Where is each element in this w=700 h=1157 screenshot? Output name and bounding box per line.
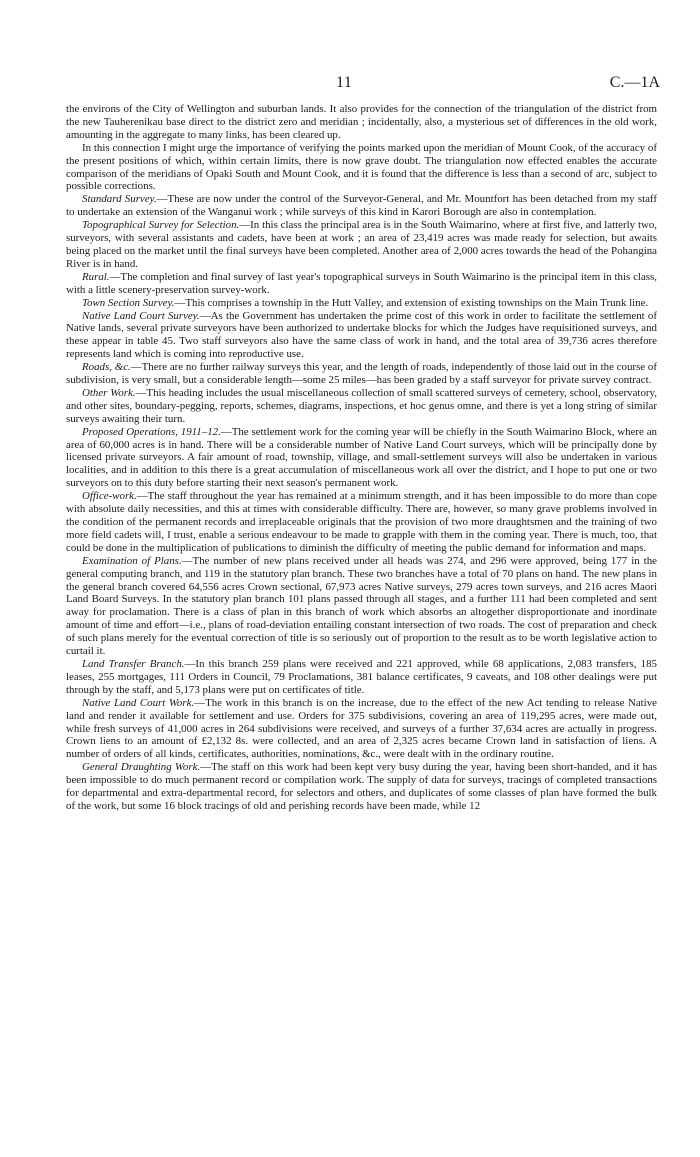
paragraph: the environs of the City of Wellington and suburban lands. It also provides for the connection of the triangulation of the district from the new Tauherenikau base direct to the district zero and meridian ; incidentally, also, a mysterious set of differences in the old work, amounting in the aggregate to many links, has been cleared up. — [66, 103, 657, 141]
paragraph: Native Land Court Work.—The work in this branch is on the increase, due to the effect of the new Act tending to release Native land and render it available for settlement and use. Orders for 375 subdivisions, covering an area of 119,295 acres, were made out, while fresh surveys of 41,000 acres in 264 subdivisions were received, and surveys of a further 37,634 acres are actually in progress. Crown liens to an amount of £2,132 8s. were collected, and an area of 2,325 acres became Crown land in satisfaction of liens. A number of orders of all kinds, certificates, authorities, nominations, &c., were dealt with in the ordinary routine. — [66, 696, 657, 761]
paragraph: Other Work.—This heading includes the usual miscellaneous collection of small scattered surveys of cemetery, school, observatory, and other sites, boundary-pegging, reports, schemes, diagrams, inspections, et hoc genus omne, and there is yet a long string of similar surveys awaiting their turn. — [66, 386, 657, 425]
paragraph-heading: Native Land Court Survey. — [82, 309, 200, 322]
page-header — [0, 74, 700, 94]
paragraph: Office-work.—The staff throughout the year has remained at a minimum strength, and it has been impossible to do more than cope with absolute daily necessities, and this at times with considerable difficulty. There are, however, so many grave problems involved in the condition of the permanent records and irreplaceable originals that the provision of two more draughtsmen and the training of two more field cadets will, I trust, enable a serious endeavour to be made to grapple with them in the coming year. There is much, too, that could be done in the multiplication of publications to diminish the difficulty of meeting the public demand for information and maps. — [66, 490, 657, 554]
paragraph-heading: Land Transfer Branch. — [82, 657, 185, 670]
paragraph-heading: Native Land Court Work. — [82, 696, 195, 709]
paragraph: In this connection I might urge the importance of verifying the points marked upon the meridian of Mount Cook, of the accuracy of the present positions of which, within certain limits, there is now grave doubt. The triangulation now effected enables the accurate comparison of the meridians of Opaki South and Mount Cook, and it is found that the difference is less than a second of arc, subject to possible corrections. — [66, 141, 657, 193]
paragraph-heading: Roads, &c. — [82, 361, 131, 374]
paragraph: Town Section Survey.—This comprises a township in the Hutt Valley, and extension of existing townships on the Main Trunk line. — [82, 296, 649, 309]
paragraph: Land Transfer Branch.—In this branch 259 plans were received and 221 approved, while 68 applications, 2,083 transfers, 185 leases, 255 mortgages, 111 Orders in Council, 79 Proclamations, 381 balance certificates, 9 caveats, and 108 other dealings were put through by the staff, and 5,173 plans were put on certificates of title. — [66, 657, 657, 696]
paragraph: Examination of Plans.—The number of new plans received under all heads was 274, and 296 were approved, being 177 in the general computing branch, and 119 in the statutory plan branch. These two branches have a total of 70 plans on hand. The new plans in the general branch covered 64,556 acres Crown sectional, 67,973 acres Native surveys, 279 acres town surveys, and 216 acres Maori Land Board Surveys. In the statutory plan branch 101 plans passed through all stages, and a further 111 had been completed and sent away for proclamation. There is a class of plan in this branch of work which absorbs an altogether disproportionate and inordinate amount of time and effort—i.e., plans of road-deviation entailing constant intersection of two roads. The cost of preparation and check of such plans merely for the eventual correction of title is so seriously out of proportion to the result as to be worth legislative action to curtail it. — [66, 554, 657, 658]
paragraph-heading: General Draughting Work. — [82, 761, 201, 774]
paragraph-heading: Office-work. — [82, 490, 137, 503]
paragraph: Standard Survey.—These are now under the control of the Surveyor-General, and Mr. Mountfort has been detached from my staff to undertake an extension of the Wanganui work ; while surveys of this kind in Karori Borough are also in contemplation. — [66, 193, 657, 219]
paragraph-heading: Rural. — [82, 270, 110, 283]
paragraph: Rural.—The completion and final survey of last year's topographical surveys in South Waimarino is the principal item in this class, with a little scenery-preservation survey-work. — [66, 270, 657, 296]
paragraph: Roads, &c.—There are no further railway surveys this year, and the length of roads, independently of those laid out in the course of subdivision, is very small, but a considerable length—some 25 miles—has been graded by a staff surveyor for private survey contract. — [66, 361, 657, 387]
document-reference: C.—1A — [609, 74, 660, 91]
paragraph: Proposed Operations, 1911–12.—The settlement work for the coming year will be chiefly in the South Waimarino Block, where an area of 60,000 acres is in hand. There will be a considerable number of Native Land Court surveys, which will be principally done by licensed private surveyors. A fair amount of road, township, village, and small-settlement surveys will also be undertaken in various localities, and in addition to this there is a great accumulation of miscellaneous work all over the district, and I hope to put one or two surveyors on to this duty before starting their next season's permanent work. — [66, 425, 658, 490]
body-text — [66, 103, 657, 813]
paragraph-heading: Town Section Survey. — [82, 296, 175, 309]
paragraph-heading: Standard Survey. — [82, 193, 157, 206]
paragraph: General Draughting Work.—The staff on this work had been kept very busy during the year, having been short-handed, and it has been impossible to do much permanent record or compilation work. The supply of data for surveys, tracings of completed transactions for departmental and extra-departmental record, for selectors and others, and duplicates of some classes of plan have formed the bulk of the work, but some 16 block tracings of old and perishing records have been made, while 12 — [66, 761, 657, 812]
page-number: 11 — [336, 74, 353, 91]
paragraph-heading: Examination of Plans. — [82, 554, 182, 567]
paragraph-heading: Topographical Survey for Selection. — [82, 219, 240, 232]
paragraph: Topographical Survey for Selection.—In this class the principal area is in the South Waimarino, where at first five, and latterly two, surveyors, with several assistants and cadets, have been at work ; an area of 23,419 acres was made ready for selection, but awaits being placed on the market until the final surveys have been completed. Another area of 2,000 acres towards the head of the Pohangina River is in hand. — [66, 219, 658, 270]
paragraph: Native Land Court Survey.—As the Government has undertaken the prime cost of this work in order to facilitate the settlement of Native lands, several private surveyors have been authorized to undertake blocks for which the Judges have requisitioned surveys, and these appear in table 45. Two staff surveyors also have the same class of work in hand, and the total area of 39,736 acres therefore represents land which is coming into reproductive use. — [66, 309, 657, 361]
paragraph-heading: Other Work. — [82, 386, 136, 399]
paragraph-heading: Proposed Operations, 1911–12. — [82, 425, 221, 438]
